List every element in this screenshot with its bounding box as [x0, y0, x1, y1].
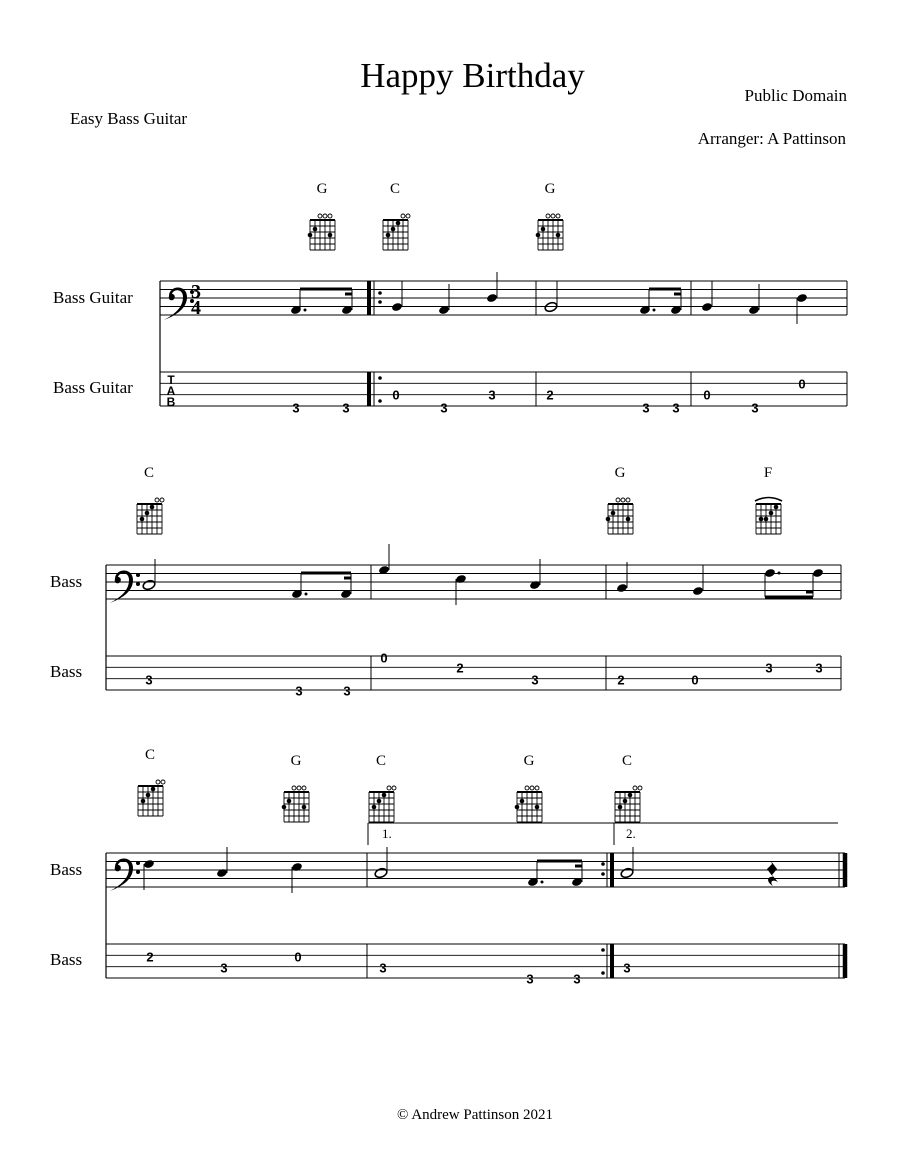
chord-symbol: C	[143, 465, 155, 481]
tab-fret-number: 3	[292, 400, 300, 416]
system-2-tab-staff	[106, 656, 841, 690]
tab-fret-number: 3	[672, 400, 680, 416]
chord-symbol: G	[290, 753, 302, 769]
tab-fret-number: 3	[573, 971, 581, 987]
tab-fret-number: 3	[145, 672, 153, 688]
time-signature-top: 3	[191, 281, 201, 303]
instrument-subtitle: Easy Bass Guitar	[70, 109, 188, 128]
chord-diagram-c-icon	[138, 780, 165, 816]
system-3-staff	[106, 853, 845, 887]
tab-fret-number: 0	[691, 672, 699, 688]
bass-clef	[110, 859, 140, 892]
tab-fret-number: 3	[751, 400, 759, 416]
system-1-staff-label: Bass Guitar	[53, 288, 133, 307]
tab-fret-number: 3	[526, 971, 534, 987]
bass-clef	[110, 571, 140, 604]
tab-fret-number: 2	[546, 387, 554, 403]
quarter-rest	[767, 861, 778, 886]
system-3-staff-label: Bass	[50, 860, 83, 879]
chord-c	[383, 181, 410, 250]
tab-fret-number: 3	[342, 400, 350, 416]
chord-symbol: G	[523, 753, 535, 769]
system-1-tab-label: Bass Guitar	[53, 378, 133, 397]
system-2-tab-label: Bass	[50, 662, 83, 681]
tab-letter-a: A	[166, 384, 176, 398]
system-3-tab-label: Bass	[50, 950, 83, 969]
tab-fret-number: 3	[220, 960, 228, 976]
chord-c	[615, 753, 642, 822]
tab-fret-number: 3	[815, 660, 823, 676]
tab-fret-number: 3	[343, 683, 351, 699]
system-2-staff-label: Bass	[50, 572, 83, 591]
chord-f	[755, 465, 782, 534]
tab-fret-number: 3	[440, 400, 448, 416]
chord-g	[515, 753, 542, 822]
tab-fret-number: 0	[392, 387, 400, 403]
system-1-staff	[160, 281, 847, 315]
tab-fret-number: 3	[623, 960, 631, 976]
tab-letter-b: B	[166, 395, 176, 409]
tab-letter-t: T	[167, 373, 175, 387]
tab-fret-number: 3	[379, 960, 387, 976]
chord-symbol: F	[763, 465, 773, 481]
chord-diagram-c-icon	[615, 786, 642, 822]
chord-diagram-g-icon	[282, 786, 309, 822]
copyright-text: © Andrew Pattinson 2021	[397, 1107, 553, 1123]
tab-fret-number: 3	[642, 400, 650, 416]
tab-fret-number: 0	[294, 949, 302, 965]
chord-diagram-g-icon	[515, 786, 542, 822]
tab-fret-number: 0	[380, 650, 388, 666]
chord-symbol: G	[614, 465, 626, 481]
volta-2-label: 2.	[626, 826, 636, 841]
tab-fret-number: 3	[765, 660, 773, 676]
chord-diagram-g-icon	[606, 498, 633, 534]
tab-fret-number: 0	[703, 387, 711, 403]
system-1-tab-staff	[160, 372, 847, 406]
chord-g	[282, 753, 309, 822]
chord-diagram-c-icon	[137, 498, 164, 534]
chord-symbol: G	[544, 181, 556, 197]
tab-fret-number: 0	[798, 376, 806, 392]
chord-diagram-g-icon	[308, 214, 335, 250]
chord-c	[369, 753, 396, 822]
chord-symbol: C	[389, 181, 401, 197]
tab-fret-number: 2	[617, 672, 625, 688]
chord-c	[138, 747, 165, 816]
time-signature-bottom: 4	[191, 297, 201, 319]
chord-symbol: C	[144, 747, 156, 763]
rights-text: Public Domain	[744, 86, 847, 105]
chord-g	[536, 181, 563, 250]
system-3-tab-staff	[106, 944, 845, 978]
chord-g	[308, 181, 335, 250]
chord-symbol: C	[375, 753, 387, 769]
tab-fret-number: 2	[456, 660, 464, 676]
chord-diagram-c-icon	[369, 786, 396, 822]
chord-diagram-f-icon	[755, 498, 782, 535]
arranger-text: Arranger: A Pattinson	[697, 129, 846, 148]
song-title: Happy Birthday	[360, 56, 585, 95]
volta-1-label: 1.	[382, 826, 392, 841]
chord-diagram-g-icon	[536, 214, 563, 250]
tab-fret-number: 2	[146, 949, 154, 965]
tab-fret-number: 3	[531, 672, 539, 688]
chord-diagram-c-icon	[383, 214, 410, 250]
tab-fret-number: 3	[488, 387, 496, 403]
chord-c	[137, 465, 164, 534]
system-2-staff	[106, 565, 841, 599]
chord-symbol: G	[316, 181, 328, 197]
chord-symbol: C	[621, 753, 633, 769]
chord-g	[606, 465, 633, 534]
tab-fret-number: 3	[295, 683, 303, 699]
